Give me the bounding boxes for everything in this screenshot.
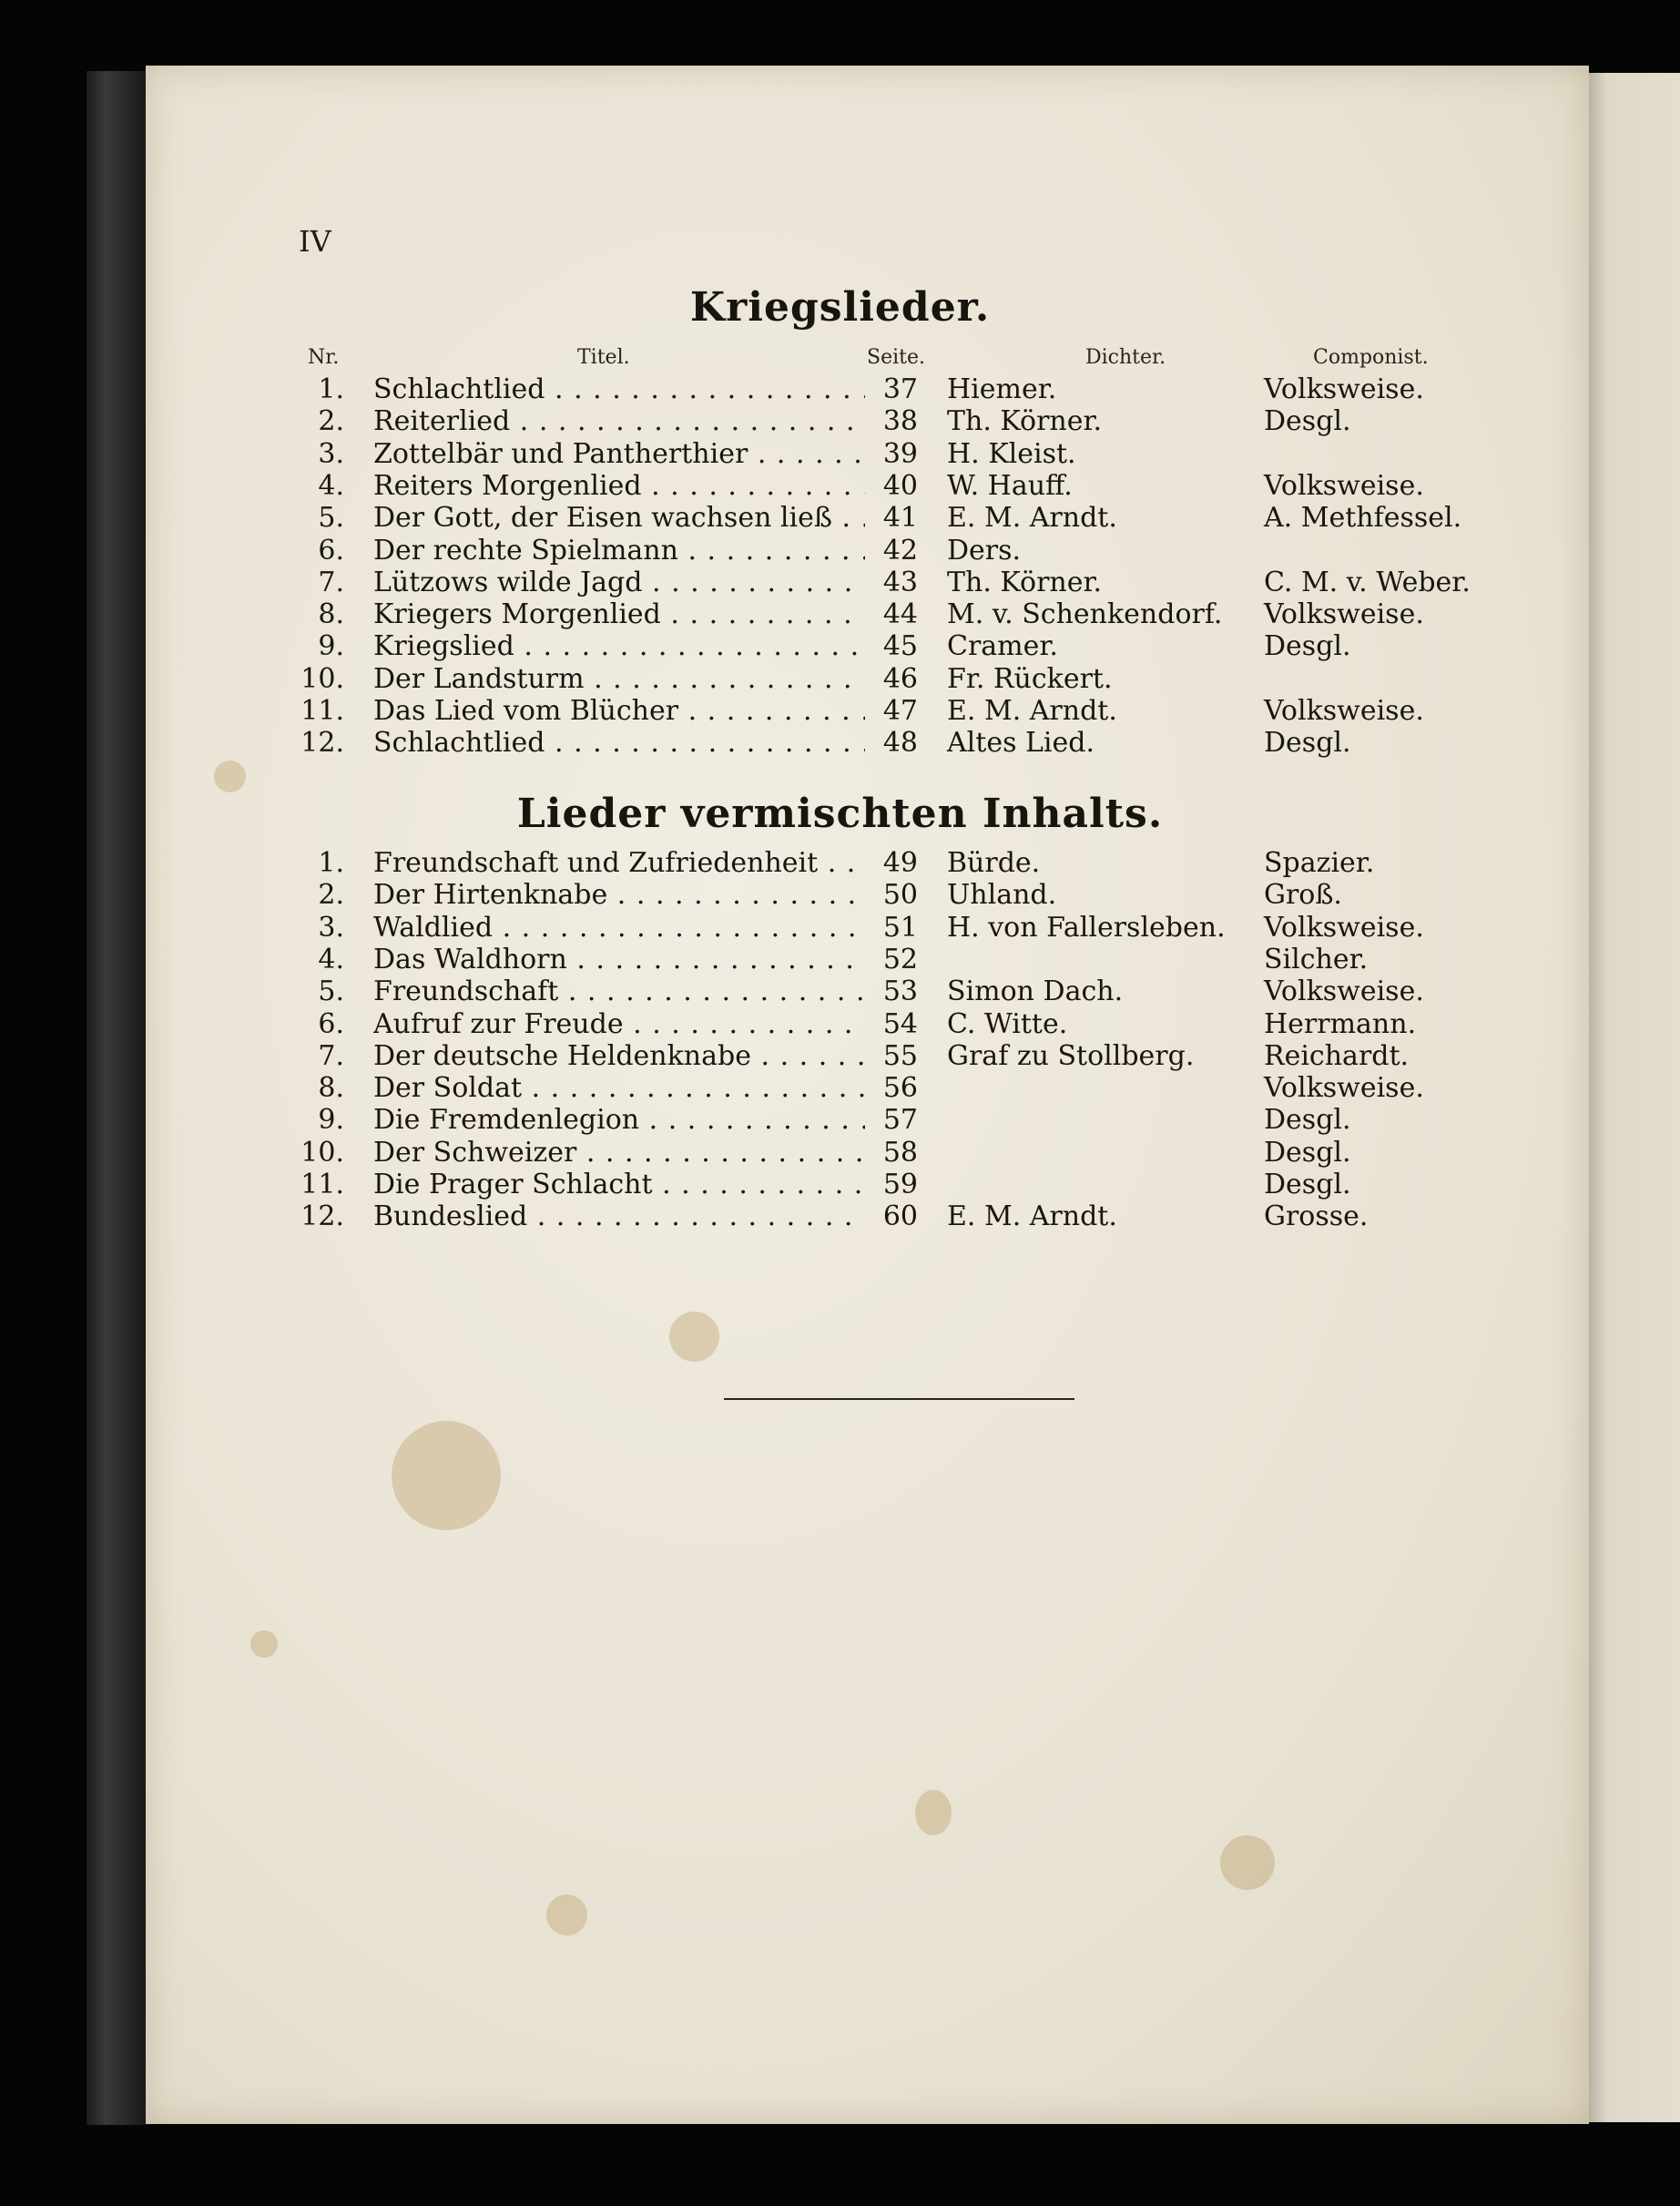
entry-title: Reiters Morgenlied . . .	[373, 470, 865, 502]
entry-poet: Bürde.	[947, 847, 1041, 879]
entry-page: 47	[882, 695, 918, 727]
entry-page: 54	[882, 1007, 918, 1040]
entry-poet: Th. Körner.	[947, 405, 1103, 438]
list-item	[0, 847, 1680, 878]
list-item	[0, 373, 1680, 404]
entry-composer: A. Methfessel.	[1264, 502, 1462, 535]
entry-number: 9.	[318, 630, 344, 663]
entry-poet: H. von Fallersleben.	[947, 911, 1226, 944]
entry-page: 49	[882, 847, 918, 879]
entry-page: 37	[882, 373, 918, 405]
list-item	[0, 1104, 1680, 1135]
entry-number: 5.	[318, 502, 344, 535]
entry-number: 6.	[318, 534, 344, 567]
entry-composer: Herrmann.	[1264, 1007, 1417, 1040]
foxing-stain	[214, 761, 246, 792]
entry-composer: Groß.	[1264, 879, 1342, 912]
entry-poet: M. v. Schenkendorf.	[947, 598, 1223, 631]
list-item	[0, 727, 1680, 758]
list-item	[0, 502, 1680, 533]
entry-title: Freundschaft . . .	[373, 975, 865, 1007]
entry-composer: Volksweise.	[1264, 695, 1424, 727]
entry-title: Der Gott, der Eisen wachsen ließ . . .	[373, 502, 865, 534]
entry-composer: Volksweise.	[1264, 975, 1424, 1008]
entry-title: Der Landsturm . . .	[373, 663, 865, 695]
list-item	[0, 1137, 1680, 1168]
entry-composer: Volksweise.	[1264, 373, 1424, 405]
entry-page: 55	[882, 1039, 918, 1072]
entry-poet: Altes Lied.	[947, 727, 1095, 760]
page-number: IV	[299, 224, 331, 259]
list-item	[0, 598, 1680, 629]
entry-number: 1.	[318, 373, 344, 405]
entry-title: Die Prager Schlacht . . .	[373, 1169, 865, 1200]
entry-title: Der Schweizer . . .	[373, 1137, 865, 1169]
entry-title: Schlachtlied . . .	[373, 373, 865, 405]
foxing-stain	[392, 1421, 501, 1530]
entry-composer: C. M. v. Weber.	[1264, 566, 1471, 598]
entry-poet: Ders.	[947, 534, 1022, 567]
list-item	[0, 405, 1680, 436]
entry-page: 39	[882, 437, 918, 470]
foxing-stain	[546, 1895, 587, 1935]
entry-page: 48	[882, 727, 918, 760]
entry-number: 8.	[318, 598, 344, 631]
entry-number: 7.	[318, 1039, 344, 1072]
list-item	[0, 535, 1680, 566]
entry-page: 45	[882, 630, 918, 663]
entry-number: 10.	[300, 1136, 344, 1169]
foxing-stain	[669, 1312, 719, 1362]
entry-page: 60	[882, 1200, 918, 1233]
entry-page: 40	[882, 469, 918, 502]
list-item	[0, 944, 1680, 975]
entry-title: Lützows wilde Jagd . . .	[373, 567, 865, 598]
entry-title: Freundschaft und Zufriedenheit . . .	[373, 847, 865, 879]
list-item	[0, 975, 1680, 1006]
entry-page: 43	[882, 566, 918, 598]
entry-title: Schlachtlied . . .	[373, 727, 865, 759]
list-item	[0, 663, 1680, 694]
section-title-lieder-vermischten-inhalts: Lieder vermischten Inhalts.	[516, 791, 1164, 837]
entry-composer: Desgl.	[1264, 1169, 1351, 1200]
entry-title: Bundeslied . . .	[373, 1200, 865, 1232]
entry-title: Kriegers Morgenlied . . .	[373, 598, 865, 630]
list-item	[0, 912, 1680, 943]
entry-number: 3.	[318, 911, 344, 944]
entry-number: 8.	[318, 1072, 344, 1105]
list-item	[0, 1200, 1680, 1231]
entry-number: 2.	[318, 405, 344, 438]
entry-composer: Spazier.	[1264, 847, 1375, 879]
entry-page: 46	[882, 662, 918, 695]
entry-page: 44	[882, 598, 918, 631]
list-item	[0, 630, 1680, 661]
entry-title: Waldlied . . .	[373, 912, 865, 944]
entry-page: 57	[882, 1104, 918, 1137]
entry-title: Der deutsche Heldenknabe . . .	[373, 1040, 865, 1072]
entry-composer: Volksweise.	[1264, 598, 1424, 631]
entry-page: 52	[882, 943, 918, 975]
list-item	[0, 470, 1680, 501]
list-item	[0, 438, 1680, 469]
entry-title: Der rechte Spielmann . . .	[373, 535, 865, 567]
foxing-stain	[1220, 1835, 1275, 1890]
entry-page: 42	[882, 534, 918, 567]
closing-rule	[724, 1398, 1074, 1400]
entry-composer: Desgl.	[1264, 630, 1351, 663]
entry-poet: Uhland.	[947, 879, 1057, 912]
entry-poet: E. M. Arndt.	[947, 502, 1117, 535]
entry-poet: Cramer.	[947, 630, 1058, 663]
entry-composer: Reichardt.	[1264, 1039, 1410, 1072]
column-header-nr: Nr.	[308, 346, 340, 369]
entry-title: Aufruf zur Freude . . .	[373, 1008, 865, 1040]
foxing-stain	[250, 1630, 278, 1658]
column-header-seite: Seite.	[867, 346, 925, 369]
column-header-titel: Titel.	[577, 346, 630, 369]
entry-poet: E. M. Arndt.	[947, 1200, 1117, 1233]
entry-title: Der Soldat . . .	[373, 1072, 865, 1104]
entry-title: Das Waldhorn . . .	[373, 944, 865, 975]
entry-composer: Volksweise.	[1264, 469, 1424, 502]
list-item	[0, 879, 1680, 910]
entry-number: 9.	[318, 1104, 344, 1137]
entry-composer: Desgl.	[1264, 1104, 1351, 1137]
entry-page: 53	[882, 975, 918, 1008]
entry-number: 12.	[300, 1200, 344, 1233]
entry-title: Das Lied vom Blücher . . .	[373, 695, 865, 727]
entry-page: 51	[882, 911, 918, 944]
entry-title: Die Fremdenlegion . . .	[373, 1104, 865, 1136]
list-item	[0, 1008, 1680, 1039]
entry-number: 11.	[300, 695, 344, 727]
column-header-dichter: Dichter.	[1085, 346, 1166, 369]
entry-page: 58	[882, 1136, 918, 1169]
entry-page: 59	[882, 1169, 918, 1200]
entry-page: 38	[882, 405, 918, 438]
list-item	[0, 1040, 1680, 1071]
entry-page: 41	[882, 502, 918, 535]
entry-composer: Desgl.	[1264, 405, 1351, 438]
entry-poet: Simon Dach.	[947, 975, 1124, 1008]
entry-composer: Desgl.	[1264, 1136, 1351, 1169]
entry-title: Kriegslied . . .	[373, 630, 865, 662]
entry-composer: Volksweise.	[1264, 1072, 1424, 1105]
entry-number: 12.	[300, 727, 344, 760]
list-item	[0, 567, 1680, 597]
entry-number: 5.	[318, 975, 344, 1008]
entry-number: 6.	[318, 1007, 344, 1040]
list-item	[0, 1169, 1680, 1200]
entry-poet: E. M. Arndt.	[947, 695, 1117, 727]
column-header-komponist: Componist.	[1313, 346, 1429, 369]
entry-composer: Grosse.	[1264, 1200, 1369, 1233]
entry-composer: Volksweise.	[1264, 911, 1424, 944]
entry-poet: H. Kleist.	[947, 437, 1076, 470]
entry-number: 1.	[318, 847, 344, 879]
entry-poet: Fr. Rückert.	[947, 662, 1113, 695]
entry-number: 2.	[318, 879, 344, 912]
entry-number: 3.	[318, 437, 344, 470]
entry-number: 4.	[318, 943, 344, 975]
entry-title: Zottelbär und Pantherthier . . .	[373, 438, 865, 470]
entry-poet: Th. Körner.	[947, 566, 1103, 598]
entry-poet: W. Hauff.	[947, 469, 1073, 502]
entry-title: Reiterlied . . .	[373, 405, 865, 437]
entry-poet: Hiemer.	[947, 373, 1057, 405]
list-item	[0, 1072, 1680, 1103]
entry-page: 56	[882, 1072, 918, 1105]
entry-number: 10.	[300, 662, 344, 695]
entry-page: 50	[882, 879, 918, 912]
foxing-stain	[915, 1790, 952, 1835]
entry-poet: Graf zu Stollberg.	[947, 1039, 1195, 1072]
entry-number: 11.	[300, 1169, 344, 1200]
entry-composer: Silcher.	[1264, 943, 1369, 975]
entry-number: 4.	[318, 469, 344, 502]
entry-poet: C. Witte.	[947, 1007, 1068, 1040]
list-item	[0, 695, 1680, 726]
section-title-kriegslieder: Kriegslieder.	[689, 284, 991, 331]
entry-composer: Desgl.	[1264, 727, 1351, 760]
entry-title: Der Hirtenknabe . . .	[373, 879, 865, 911]
entry-number: 7.	[318, 566, 344, 598]
